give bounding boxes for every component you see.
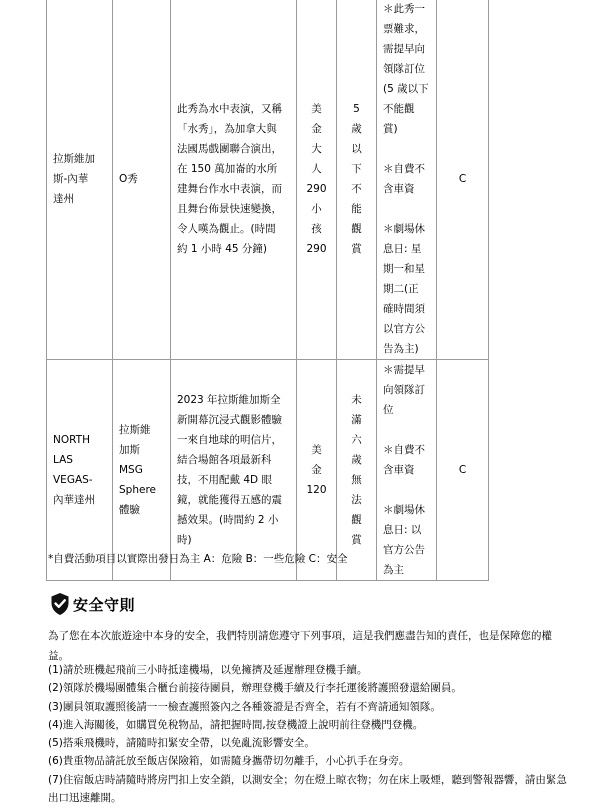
list-item: (7)住宿飯店時請隨時將房門扣上安全鎖，以測安全；勿在燈上晾衣物；勿在床上吸煙，聽到警報器響，請由緊急出口迅速離開。: [48, 773, 567, 805]
table-row: [47, 0, 489, 360]
list-item: (6)貴重物品請託放至飯店保險箱，如需隨身攜帶切勿離手，小心扒手在身旁。: [48, 755, 410, 768]
list-item: (1)請於班機起飛前三小時抵達機場，以免擁擠及延遲辦理登機手續。: [48, 664, 368, 676]
description-cell: 2023 年拉斯維加斯全 新開幕沉浸式觀影體驗 一來自地球的明信片， 結合場館各項最新科 技，不用配戴 4D 眼 鏡，就能獲得五感的震 撼效果。(時間約 2 小 時): [171, 360, 297, 581]
table-footnote: *自費活動項目以實際出發日為主 A：危險 B：一些危險 C：安全: [48, 553, 348, 565]
safety-rules-list: [48, 661, 573, 807]
location-cell: NORTH LAS VEGAS- 內華達州: [47, 360, 113, 581]
show-cell: 拉斯維 加斯 MSG Sphere 體驗: [113, 360, 171, 581]
section-intro: 為了您在本次旅遊途中本身的安全，我們特別請您遵守下列事項，這是我們應盡告知的責任，也是保障您的權益。: [48, 630, 552, 662]
rating-cell: C: [437, 0, 489, 360]
table-row: [47, 360, 489, 581]
list-item: (2)領隊於機場團體集合櫃台前接待團員，辦理登機手續及行李托運後將護照發還給團員。: [48, 682, 462, 695]
notes-cell: ＊此秀一 票難求， 需提早向 領隊訂位 (5 歲以下 不能觀 賞) ＊自費不 含車資 ＊劇場休 息日: 星 期一和星 期二(正 確時間須 以官方公 告為主): [377, 0, 437, 360]
location-cell: 拉斯維加 斯-內華 達州: [47, 0, 113, 360]
description-cell: 此秀為水中表演，又稱 「水秀」，為加拿大與 法國馬戲團聯合演出， 在 150 萬加崙的水所 建舞台作水中表演，而 且舞台佈景快速變換， 令人嘆為觀止。(時間 約 1 小時 45 分鐘): [171, 0, 297, 360]
section-title: 安全守則: [73, 595, 136, 614]
price-cell: 美 金 大 人 290 小 孩 290: [297, 0, 337, 360]
age-limit-cell: 5 歲 以 下 不 能 觀 賞: [337, 0, 377, 360]
shield-check-icon: [50, 592, 70, 616]
show-cell: O秀: [113, 0, 171, 360]
optional-tours-table: [46, 0, 489, 581]
rating-cell: C: [437, 360, 489, 581]
list-item: (3)團員領取護照後請一一檢查護照簽內之各種簽證是否齊全，若有不齊請通知領隊。: [48, 700, 441, 713]
notes-cell: ＊需提早 向領隊訂 位 ＊自費不 含車資 ＊劇場休 息日: 以 官方公告 為主: [377, 360, 437, 581]
list-item: (5)搭乘飛機時，請隨時扣緊安全帶，以免亂流影響安全。: [48, 737, 315, 750]
section-header: [50, 590, 135, 618]
age-limit-cell: 未 滿 六 歲 無 法 觀 賞: [337, 360, 377, 581]
price-cell: 美 金 120: [297, 360, 337, 581]
list-item: (4)進入海關後，如購買免稅物品，請把握時間,按登機證上說明前往登機門登機。: [48, 718, 424, 731]
